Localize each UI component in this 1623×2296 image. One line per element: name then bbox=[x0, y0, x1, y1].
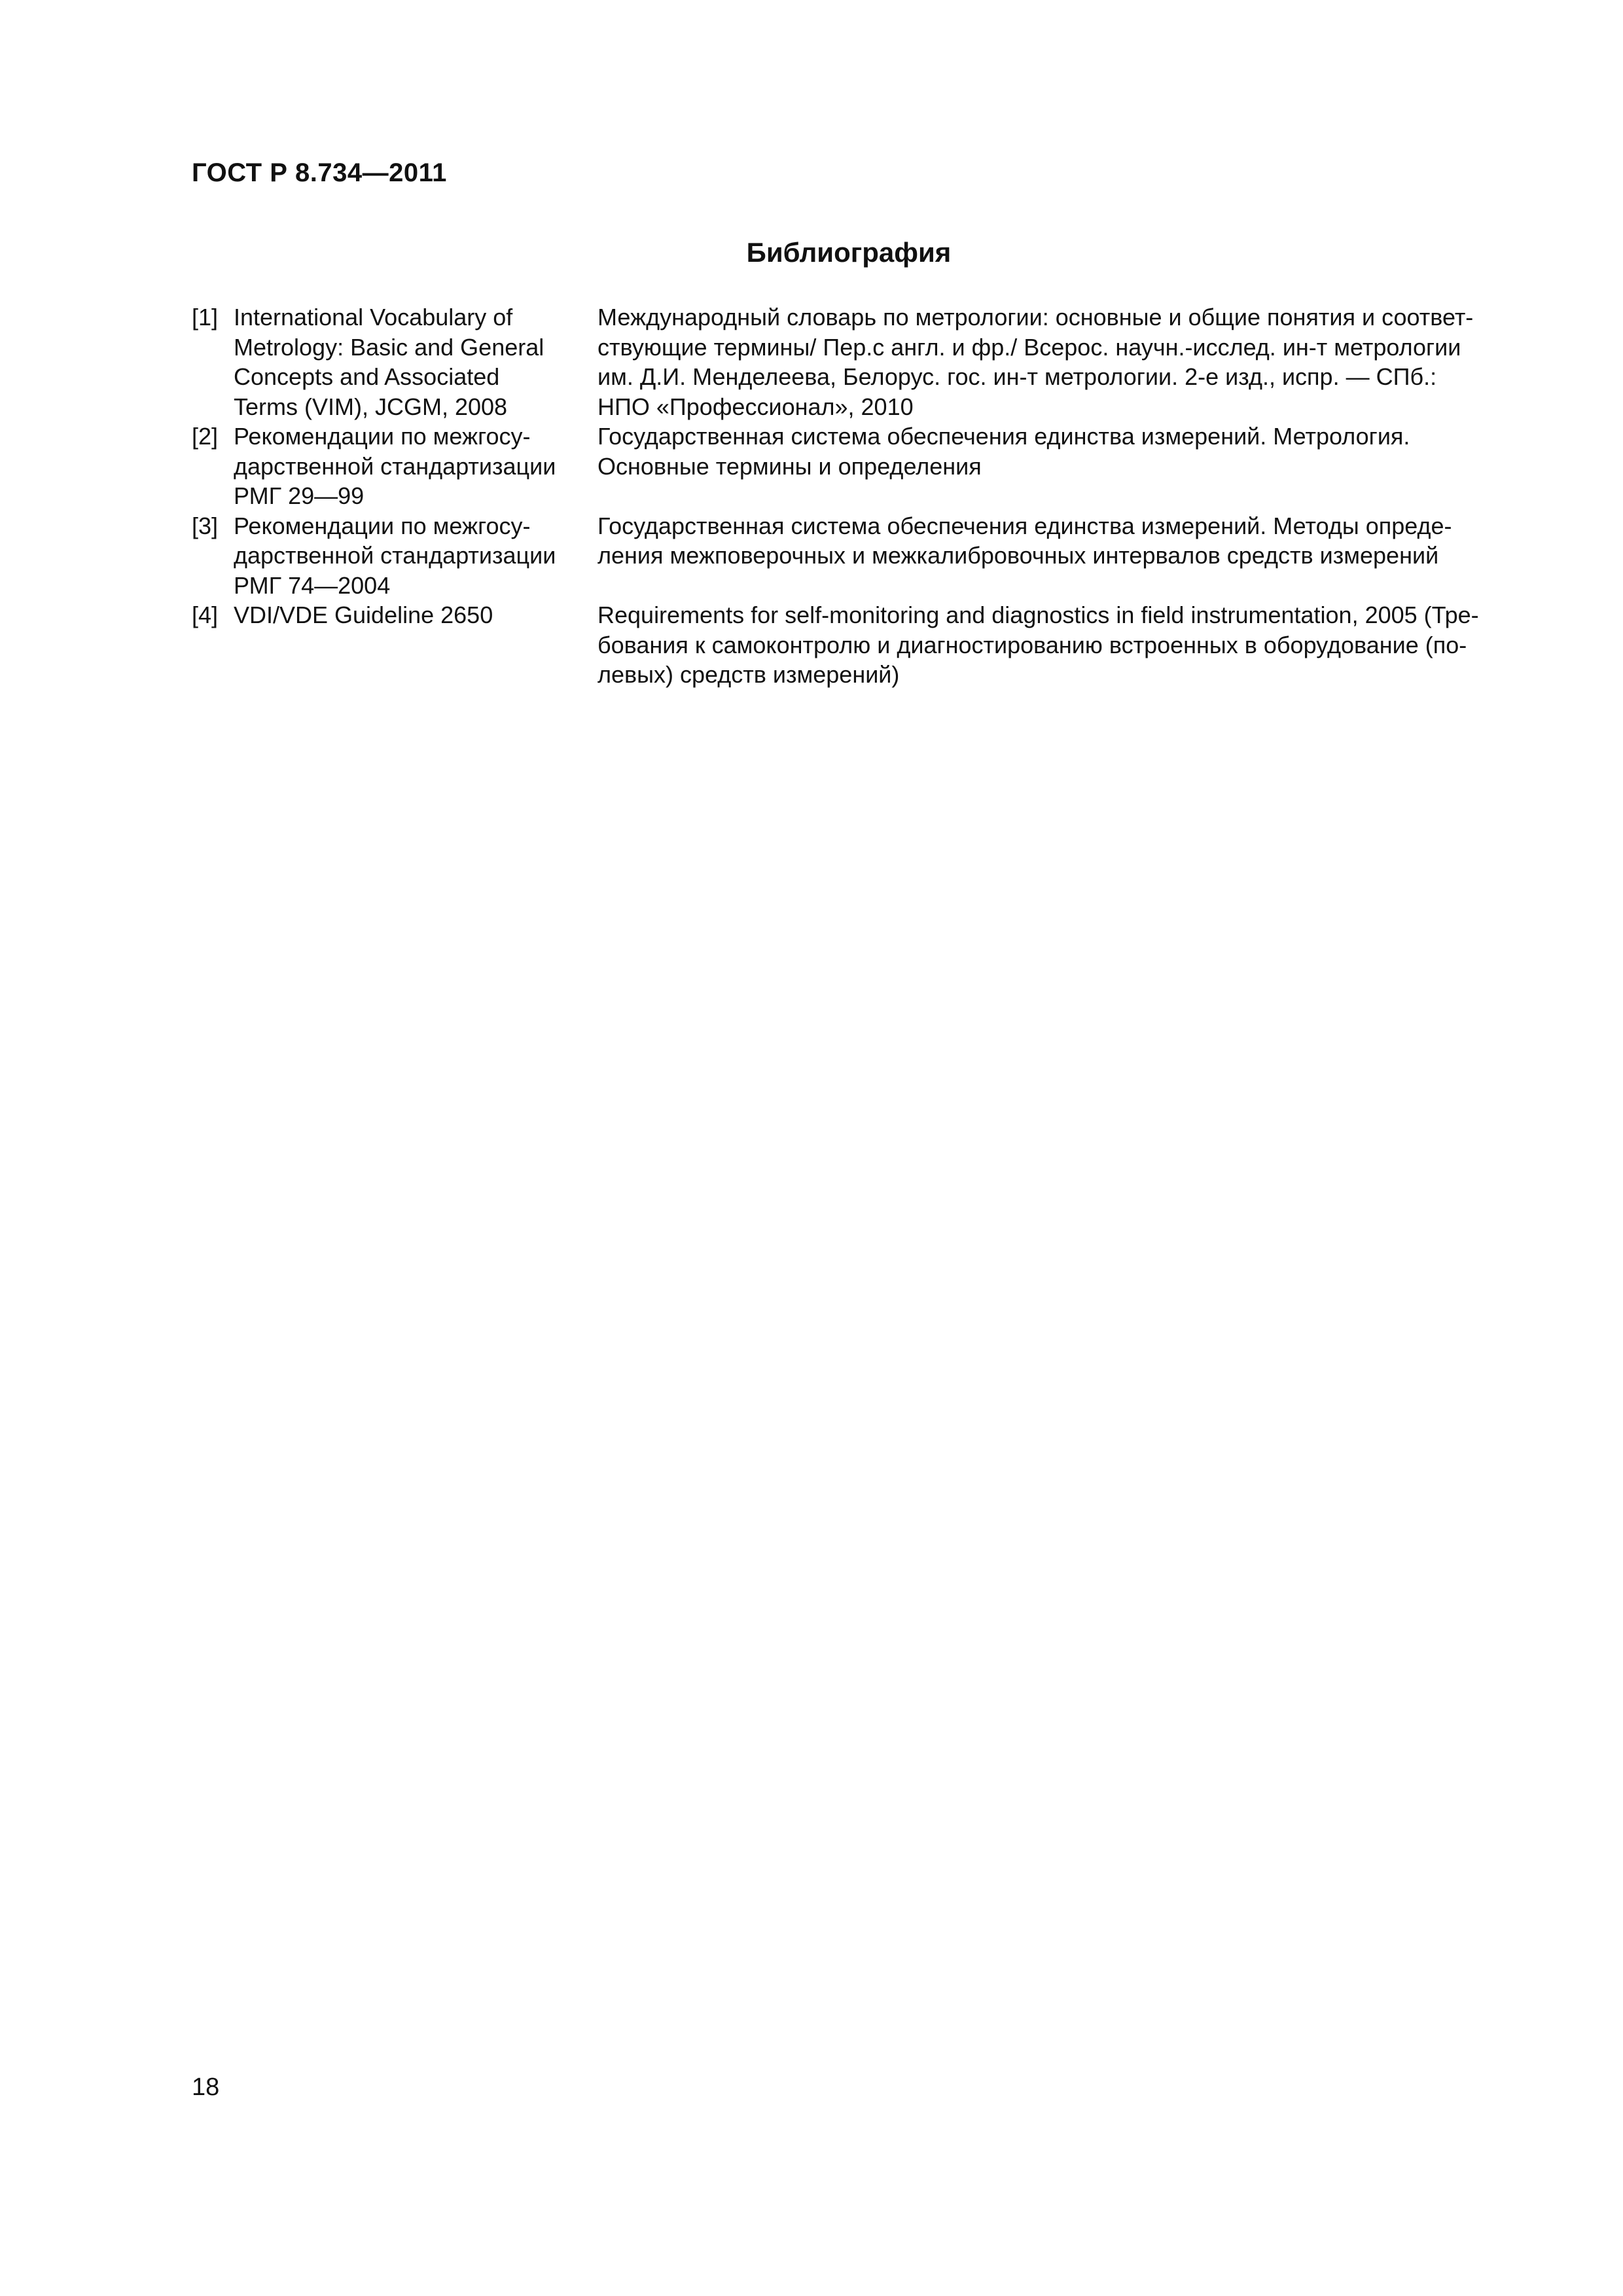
bibliography-title: Библиография bbox=[746, 237, 952, 268]
standard-code: ГОСТ Р 8.734—2011 bbox=[192, 158, 447, 187]
entry-number: [3] bbox=[192, 512, 219, 539]
bibliography-entry-1 bbox=[192, 302, 1527, 422]
entry-source: VDI/VDE Guideline 2650 bbox=[234, 601, 493, 628]
bibliography-entry-3 bbox=[192, 511, 1527, 601]
bibliography-entry-2 bbox=[192, 422, 1527, 511]
entry-description: Государственная система обеспечения единства измерений. Методы опреде- ления межповерочных и межкалибровочных интервалов средств измерений bbox=[597, 512, 1452, 569]
bibliography-list bbox=[192, 302, 1527, 690]
entry-description: Международный словарь по метрологии: основные и общие понятия и соответ- ствующие термины/ Пер.с англ. и фр./ Всерос. научн.-исслед. ин-т метрологии им. Д.И. Менделеева, Белорус. гос. ин-т метрологии. 2-е изд., испр. — СПб.: НПО «Профессионал», 2010 bbox=[597, 304, 1474, 420]
entry-source: International Vocabulary of Metrology: Basic and General Concepts and Associated Terms (VIM), JCGM, 2008 bbox=[234, 304, 544, 420]
entry-number: [1] bbox=[192, 304, 219, 331]
entry-source: Рекомендации по межгосу- дарственной стандартизации РМГ 74—2004 bbox=[234, 512, 556, 599]
entry-description: Государственная система обеспечения единства измерений. Метрология. Основные термины и определения bbox=[597, 423, 1410, 480]
entry-description: Requirements for self-monitoring and diagnostics in field instrumentation, 2005 (Тре- бования к самоконтролю и диагностированию встроенных в оборудование (по- левых) средств измерений) bbox=[597, 601, 1479, 688]
page-number: 18 bbox=[192, 2073, 220, 2101]
entry-number: [4] bbox=[192, 601, 219, 628]
entry-source: Рекомендации по межгосу- дарственной стандартизации РМГ 29—99 bbox=[234, 423, 556, 509]
entry-number: [2] bbox=[192, 423, 219, 450]
bibliography-entry-4 bbox=[192, 600, 1527, 690]
